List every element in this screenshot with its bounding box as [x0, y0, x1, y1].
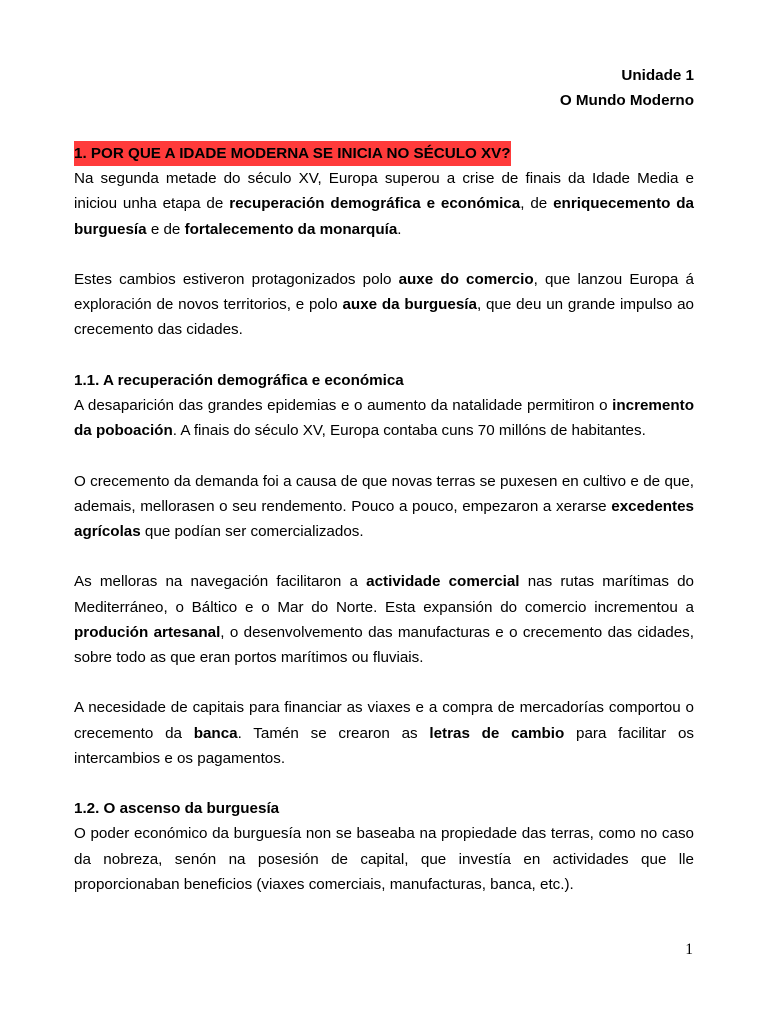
bold-text-run: auxe da burguesía	[342, 296, 477, 314]
paragraph-gap	[74, 544, 694, 569]
text-run: , o desenvolvemento das manufacturas e o crecemento das cidades, sobre todo as que eran portos marítimos ou fluviais.	[74, 623, 694, 666]
paragraph	[74, 267, 694, 343]
paragraph	[74, 695, 694, 771]
text-run: , que lanzou Europa á exploración de novos territorios, e polo	[74, 271, 694, 314]
bold-text-run: enriquecemento da burguesía	[74, 195, 694, 238]
bold-text-run: incremento da poboación	[74, 397, 694, 440]
text-run: Na segunda metade do século XV, Europa superou a crise de finais da Idade Media e iniciou unha etapa de	[74, 170, 694, 213]
bold-text-run: actividade comercial	[366, 573, 520, 591]
text-run: que podían ser comercializados.	[140, 523, 364, 540]
text-run: A desaparición das grandes epidemias e o aumento da natalidade permitiron o	[74, 397, 613, 414]
paragraph	[74, 569, 694, 670]
text-run: , que deu un grande impulso ao crecemento das cidades.	[74, 296, 694, 339]
bold-text-run: produción artesanal	[74, 623, 221, 641]
bold-text-run: letras de cambio	[429, 724, 565, 742]
paragraph-gap	[74, 443, 694, 468]
document-header	[560, 63, 694, 113]
text-run: Estes cambios estiveron protagonizados polo	[74, 271, 399, 288]
bold-text-run: auxe do comercio	[398, 271, 534, 288]
paragraph-gap	[74, 670, 694, 695]
paragraph	[74, 821, 694, 897]
section-title-highlighted: 1. POR QUE A IDADE MODERNA SE INICIA NO SÉCULO XV?	[74, 141, 511, 166]
text-run: . A finais do século XV, Europa contaba cuns 70 millóns de habitantes.	[172, 422, 646, 440]
text-run: e de	[146, 220, 185, 238]
paragraph	[74, 469, 694, 545]
bold-text-run: fortalecemento da monarquía	[184, 220, 398, 238]
paragraph-gap	[74, 343, 694, 368]
text-run: nas rutas marítimas do Mediterráneo, o Báltico e o Mar do Norte. Esta expansión do comercio incrementou a	[74, 573, 695, 616]
bold-text-run: excedentes agrícolas	[74, 497, 694, 540]
paragraph-gap	[74, 242, 694, 267]
paragraph	[74, 393, 694, 443]
unit-label: Unidade 1	[621, 67, 694, 84]
bold-text-run: banca	[193, 724, 238, 742]
text-run: , de	[520, 195, 554, 213]
text-run: . Tamén se crearon as	[237, 724, 430, 742]
bold-text-run: recuperación demográfica e económica	[229, 195, 521, 213]
text-run: para facilitar os intercambios e os pagamentos.	[74, 724, 694, 767]
unit-title: O Mundo Moderno	[559, 92, 694, 110]
page-number: 1	[685, 941, 693, 958]
paragraph	[74, 166, 694, 242]
text-run: As melloras na navegación facilitaron a	[74, 573, 367, 591]
text-run: .	[397, 220, 402, 238]
text-run: O poder económico da burguesía non se baseaba na propiedade das terras, como no caso da nobreza, senón na posesión de capital, que investía en actividades que lle proporcionaban beneficios (viaxes comerciais, manufacturas, banca, etc.).	[74, 825, 694, 893]
text-run: A necesidade de capitais para financiar as viaxes e a compra de mercadorías comportou o crecemento da	[74, 699, 694, 742]
section-heading-1	[74, 141, 694, 166]
subsection-title-1-1: 1.1. A recuperación demográfica e económica	[74, 371, 404, 389]
document-body	[74, 141, 694, 897]
subsection-title-1-2: 1.2. O ascenso da burguesía	[74, 800, 280, 818]
text-run: O crecemento da demanda foi a causa de que novas terras se puxesen en cultivo e de que, ademais, mellorasen o seu rendemento. Pouco a pouco, empezaron a xerarse	[74, 472, 694, 515]
paragraph-gap	[74, 771, 694, 796]
